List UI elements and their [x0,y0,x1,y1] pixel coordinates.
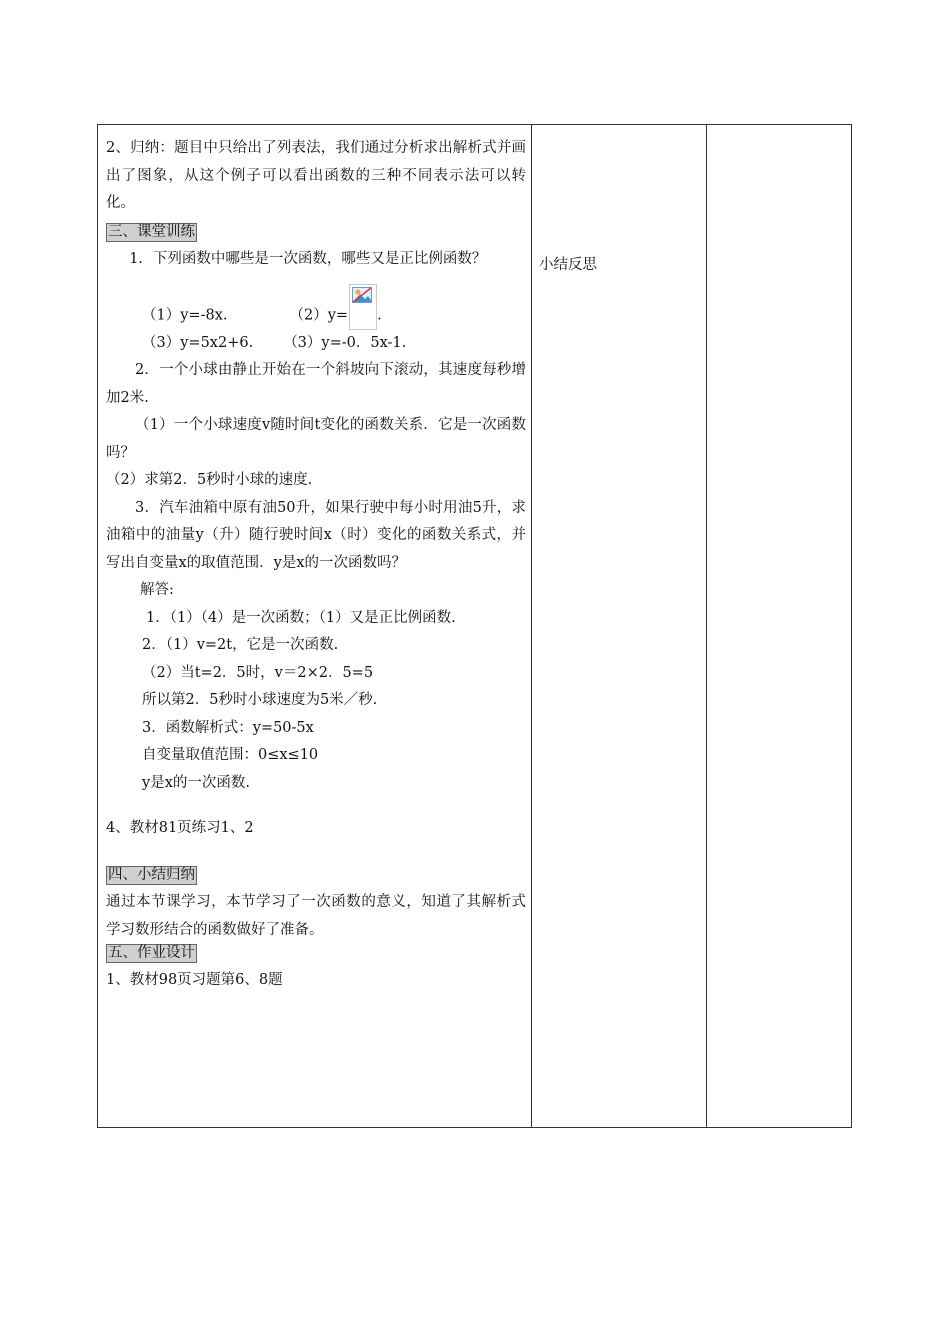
lesson-table [97,124,852,1128]
exercise-item-4: 4、教材81页练习1、2 [106,820,254,836]
question-1-options-row1 [106,284,526,330]
answer-2: 2．（1）v=2t，它是一次函数. [142,637,339,653]
answer-2-part-2: （2）当t=2．5时，v＝2×2．5=5 [142,664,374,681]
question-2-part-1: （1）一个小球速度v随时间t变化的函数关系．它是一次函数吗？ [106,417,526,461]
answer-3: 3．函数解析式：y=50-5x [142,719,314,736]
answer-3-part-2: 自变量取值范围：0≤x≤10 [142,747,319,763]
content-column [106,135,526,995]
question-2-part-2: （2）求第2．5秒时小球的速度. [106,472,313,488]
answer-label: 解答: [140,582,174,598]
reflection-column [539,253,597,274]
option-2-prefix: （2）y= [289,307,349,323]
summary-paragraph: 2、归纳：题目中只给出了列表法，我们通过分析求出解析式并画出了图象，从这个例子可以看出函数的三种不同表示法可以转化。 [106,140,526,211]
option-2-suffix: . [377,307,382,323]
section-heading-5: 五、作业设计 [108,945,195,961]
answer-1: 1．（1）（4）是一次函数；（1）又是正比例函数. [146,609,456,626]
answer-2-part-3: 所以第2．5秒时小球速度为5米／秒. [142,692,378,708]
column-divider-2 [706,125,707,1127]
section-heading-3: 三、课堂训练 [108,223,195,240]
option-4: （3）y=-0．5x-1. [283,334,407,351]
option-3: （3）y=5x2+6. [142,334,254,351]
reflection-label: 小结反思 [539,257,597,273]
question-1: 1．下列函数中哪些是一次函数，哪些又是正比例函数？ [129,251,487,267]
homework-item: 1、教材98页习题第6、8题 [106,972,283,988]
question-3: 3．汽车油箱中原有油50升，如果行驶中每小时用油5升，求油箱中的油量y（升）随行驶时间x（时）变化的函数关系式，并写出自变量x的取值范围．y是x的一次函数吗？ [106,499,526,571]
answer-3-part-3: y是x的一次函数. [142,774,250,791]
option-1: （1）y=-8x. [142,307,228,323]
section-heading-4: 四、小结归纳 [108,866,195,883]
question-2: 2．一个小球由静止开始在一个斜坡向下滚动，其速度每秒增加2米. [106,362,526,406]
question-1-options-row2 [106,330,526,358]
broken-image-icon [349,284,377,330]
column-divider-1 [531,125,532,1127]
summary-text: 通过本节课学习，本节学习了一次函数的意义，知道了其解析式学习数形结合的函数做好了准备。 [106,894,526,938]
